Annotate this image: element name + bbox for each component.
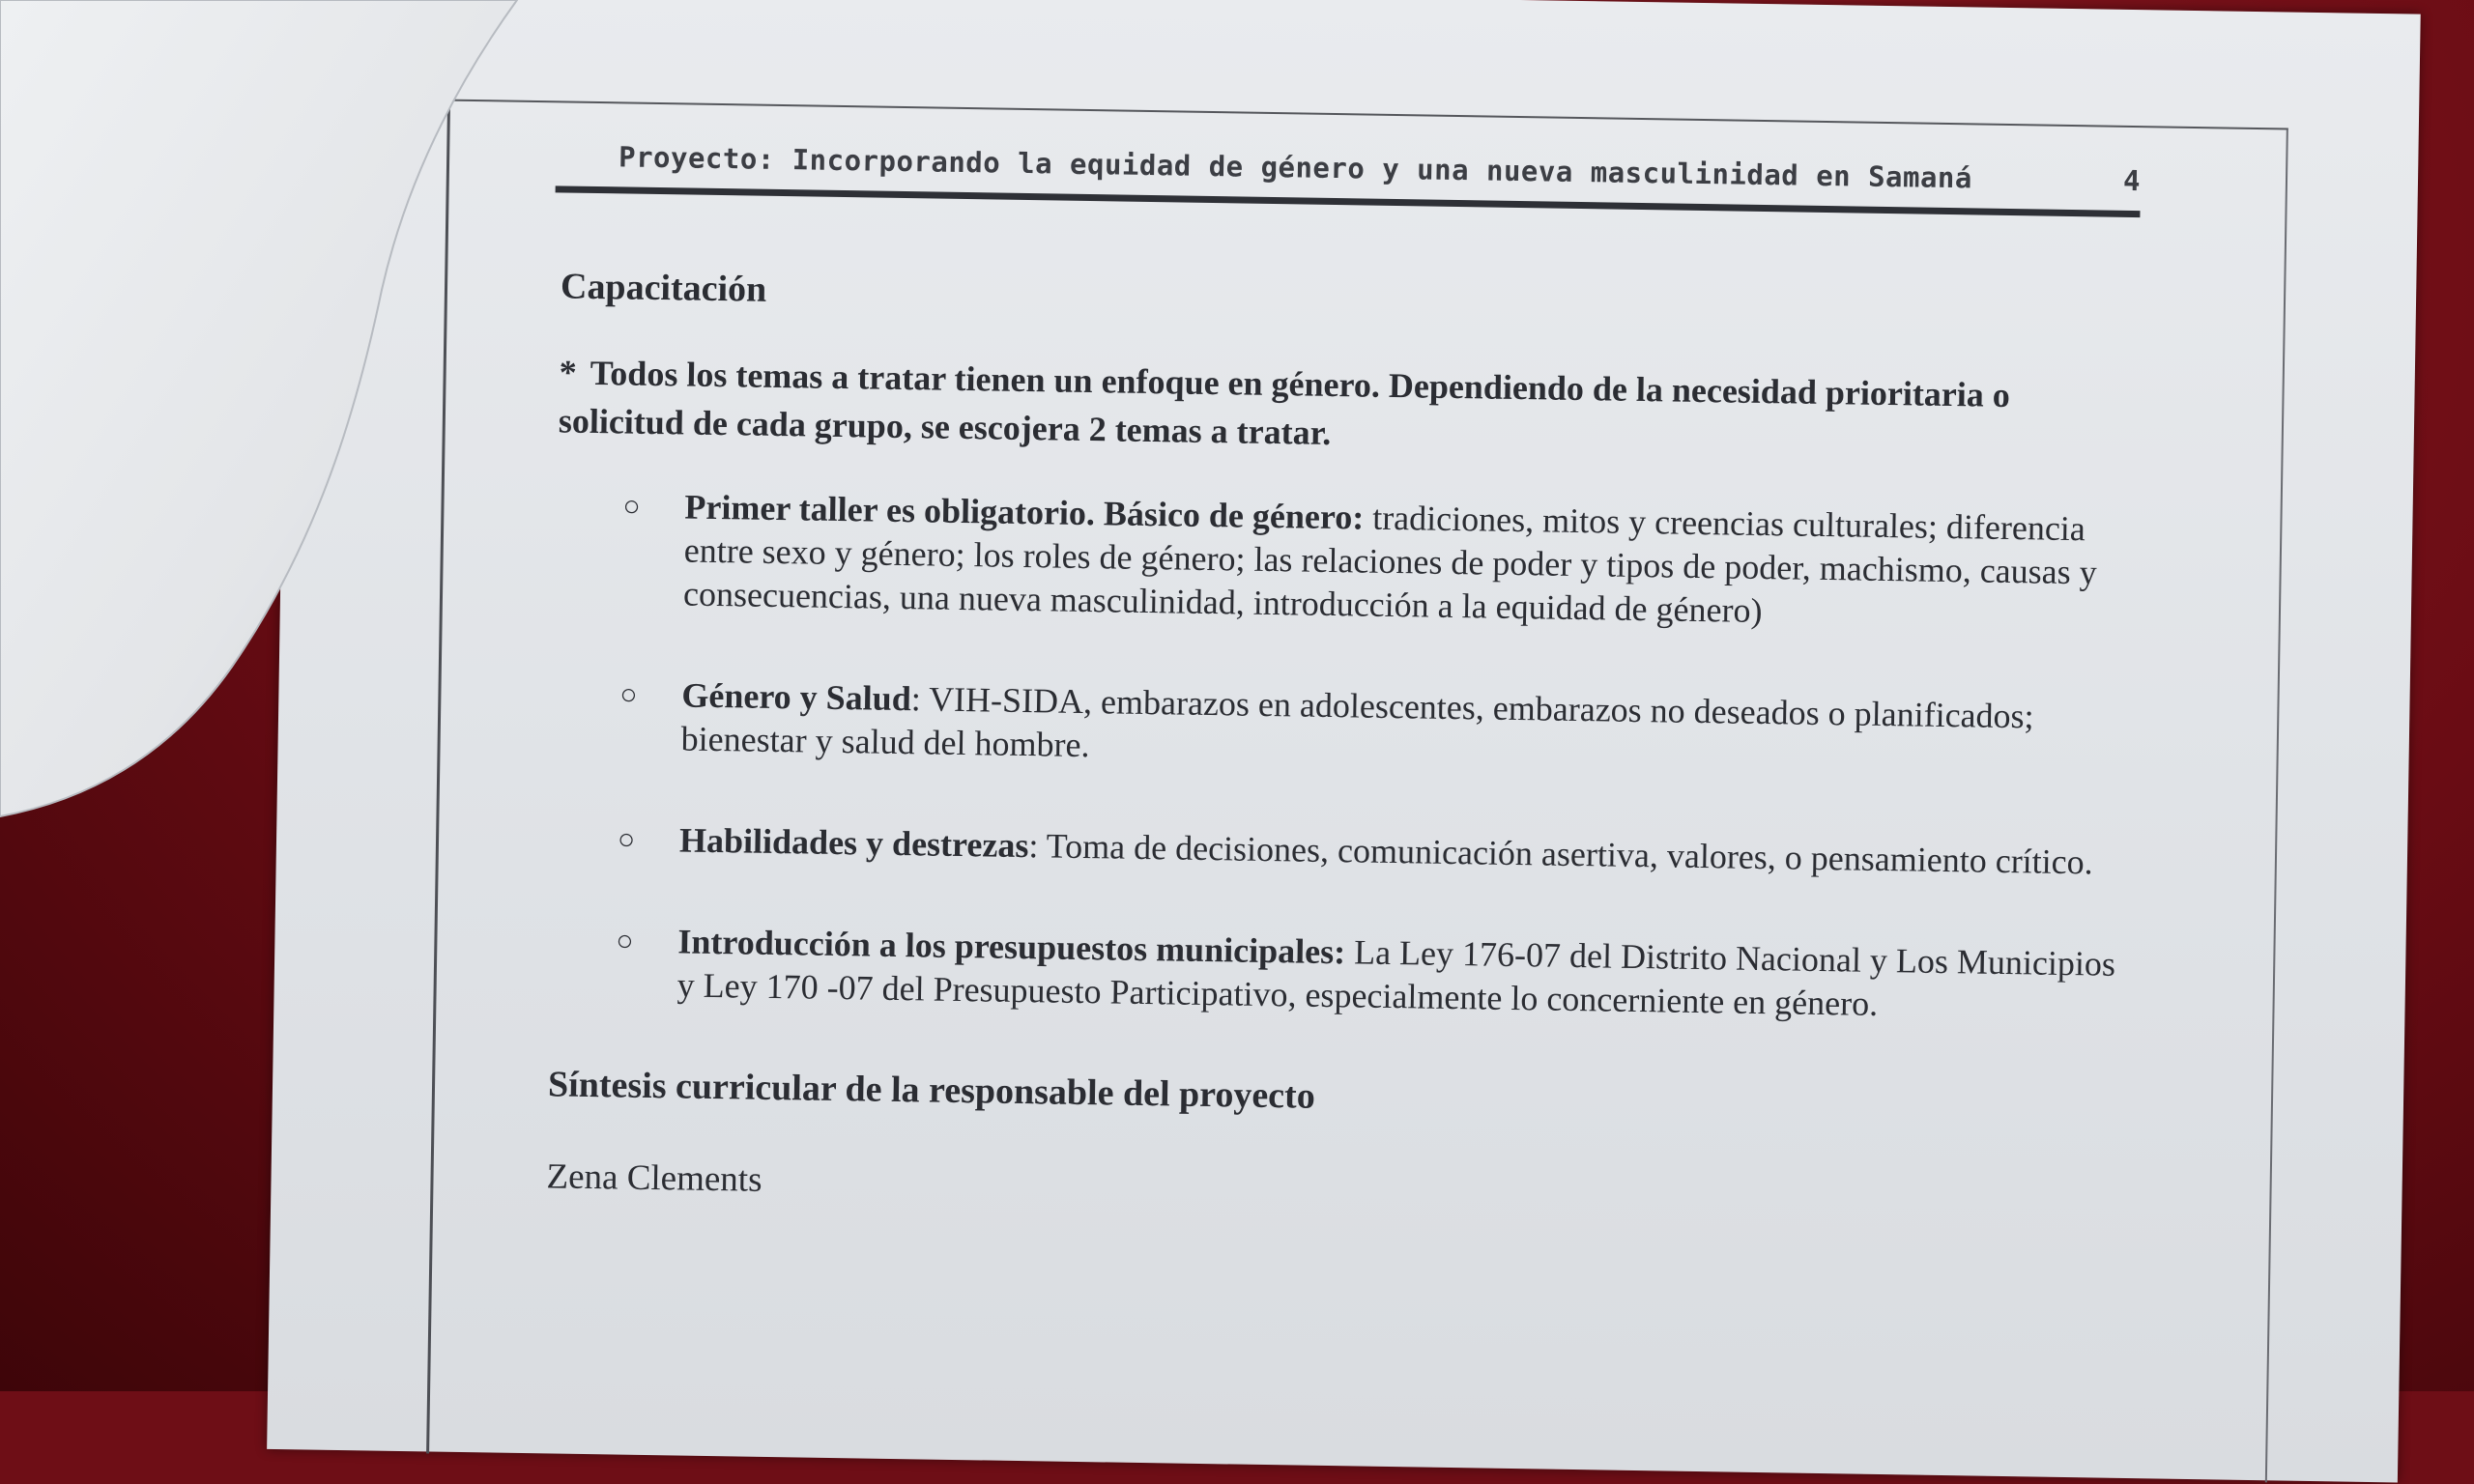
curled-sheet [0, 0, 541, 831]
topic-title: Primer taller es obligatorio. Básico de género: [684, 487, 1365, 537]
list-item [556, 483, 2125, 638]
bullet-circle-icon: ○ [617, 823, 636, 856]
topic-title: Introducción a los presupuestos municipales: [677, 922, 1346, 972]
list-item [553, 671, 2121, 783]
topic-title: Género y Salud [681, 675, 912, 719]
topic-text: tradiciones, mitos y creencias culturales; diferencia entre sexo y género; los roles de género; las relaciones de poder y tipos de poder, machismo, causas y consecuencias, una nueva masculinidad, introducción a la equidad de género) [682, 498, 2098, 631]
page-number: 4 [2122, 163, 2142, 198]
curriculum-heading: Síntesis curricular de la responsable del proyecto [547, 1064, 1316, 1117]
header-title: Proyecto: Incorporando la equidad de género y una nueva masculinidad en Samaná [618, 140, 1973, 195]
bullet-circle-icon: ○ [619, 678, 638, 711]
section-heading: Capacitación [560, 266, 767, 310]
section-note [558, 348, 2037, 468]
topic-list [549, 483, 2116, 1029]
note-marker: * [559, 353, 577, 392]
topic-text: : Toma de decisiones, comunicación asertiva, valores, o pensamiento crítico. [1028, 826, 2094, 882]
bullet-circle-icon: ○ [622, 490, 641, 523]
topic-title: Habilidades y destrezas [678, 820, 1029, 866]
responsible-name: Zena Clements [546, 1156, 762, 1200]
document-body [546, 265, 2116, 1221]
note-text: Todos los temas a tratar tienen un enfoque en género. Dependiendo de la necesidad prioritaria o solicitud de cada grupo, se escojera 2 temas a tratar. [558, 353, 2011, 452]
list-item [549, 918, 2117, 1029]
document-page [267, 0, 2421, 1482]
bullet-circle-icon: ○ [616, 925, 634, 957]
topic-text: La Ley 176-07 del Distrito Nacional y Los Municipios y Ley 170 -07 del Presupuesto Participativo, especialmente lo concerniente en género. [676, 932, 2116, 1023]
topic-text: : VIH-SIDA, embarazos en adolescentes, embarazos no deseados o planificados; bienestar y salud del hombre. [680, 679, 2034, 765]
list-item [552, 816, 2120, 884]
